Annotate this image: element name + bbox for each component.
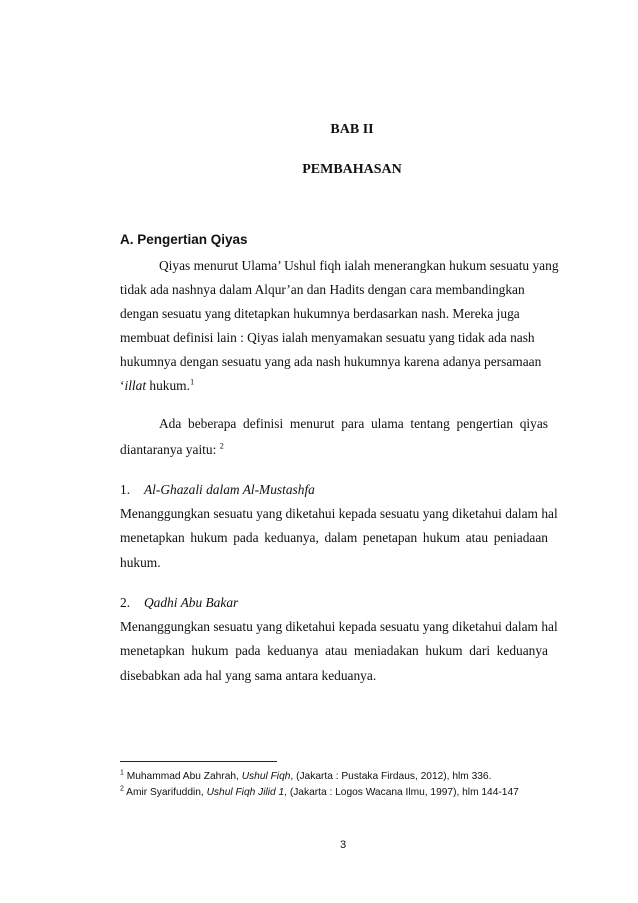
footnote-separator	[120, 761, 277, 762]
definition-title: Qadhi Abu Bakar	[144, 595, 239, 610]
definition-line: disebabkan ada hal yang sama antara keduanya.	[120, 668, 377, 683]
chapter-title: PEMBAHASAN	[302, 162, 402, 177]
text-fragment: diantaranya yaitu:	[120, 442, 220, 457]
definition-title: Al-Ghazali dalam Al-Mustashfa	[144, 482, 315, 497]
footnote-text: Muhammad Abu Zahrah,	[123, 771, 242, 782]
footnote-reference: 1	[189, 376, 195, 387]
paragraph-line: hukumnya dengan sesuatu yang ada nash hukumnya karena adanya persamaan	[120, 354, 542, 369]
definition-heading	[120, 595, 238, 611]
footnote-text: Amir Syarifuddin,	[123, 787, 207, 798]
paragraph-line: Qiyas menurut Ulama’ Ushul fiqh ialah menerangkan hukum sesuatu yang	[159, 258, 559, 273]
page-number: 3	[339, 839, 347, 851]
definition-heading	[120, 482, 315, 498]
text-fragment: hukum.	[146, 378, 190, 393]
footnote-text: , (Jakarta : Logos Wacana Ilmu, 1997), hlm 144-147	[284, 787, 519, 798]
definition-number: 1.	[120, 482, 131, 497]
section-heading: A. Pengertian Qiyas	[120, 232, 248, 247]
paragraph-line-last	[120, 442, 224, 458]
paragraph-line: tidak ada nashnya dalam Alqur’an dan Hadits dengan cara membandingkan	[120, 282, 525, 297]
definition-line: Menanggungkan sesuatu yang diketahui kepada sesuatu yang diketahui dalam hal	[120, 506, 558, 521]
chapter-number: BAB II	[330, 122, 374, 137]
paragraph-line: Ada beberapa definisi menurut para ulama tentang pengertian qiyas	[159, 416, 548, 431]
definition-line: menetapkan hukum pada keduanya, dalam penetapan hukum atau peniadaan	[120, 530, 548, 545]
footnote	[120, 771, 491, 782]
paragraph-line: membuat definisi lain : Qiyas ialah menyamakan sesuatu yang tidak ada nash	[120, 330, 535, 345]
footnote-book-title: Ushul Fiqh Jilid 1	[206, 787, 285, 798]
paragraph-line-last	[120, 378, 194, 394]
footnote-text: , (Jakarta : Pustaka Firdaus, 2012), hlm 336.	[290, 771, 492, 782]
definition-line: hukum.	[120, 555, 161, 570]
text-fragment: ‘	[120, 378, 125, 393]
definition-line: menetapkan hukum pada keduanya atau meniadakan hukum dari keduanya	[120, 643, 548, 658]
italic-term: illat	[124, 378, 147, 393]
footnote-mark: 1	[120, 769, 124, 777]
footnote-mark: 2	[120, 785, 124, 793]
footnote	[120, 787, 519, 798]
paragraph-line: dengan sesuatu yang ditetapkan hukumnya berdasarkan nash. Mereka juga	[120, 306, 520, 321]
definition-line: Menanggungkan sesuatu yang diketahui kepada sesuatu yang diketahui dalam hal	[120, 619, 558, 634]
definition-number: 2.	[120, 595, 131, 610]
footnote-reference: 2	[219, 440, 224, 451]
footnote-book-title: Ushul Fiqh	[241, 771, 291, 782]
